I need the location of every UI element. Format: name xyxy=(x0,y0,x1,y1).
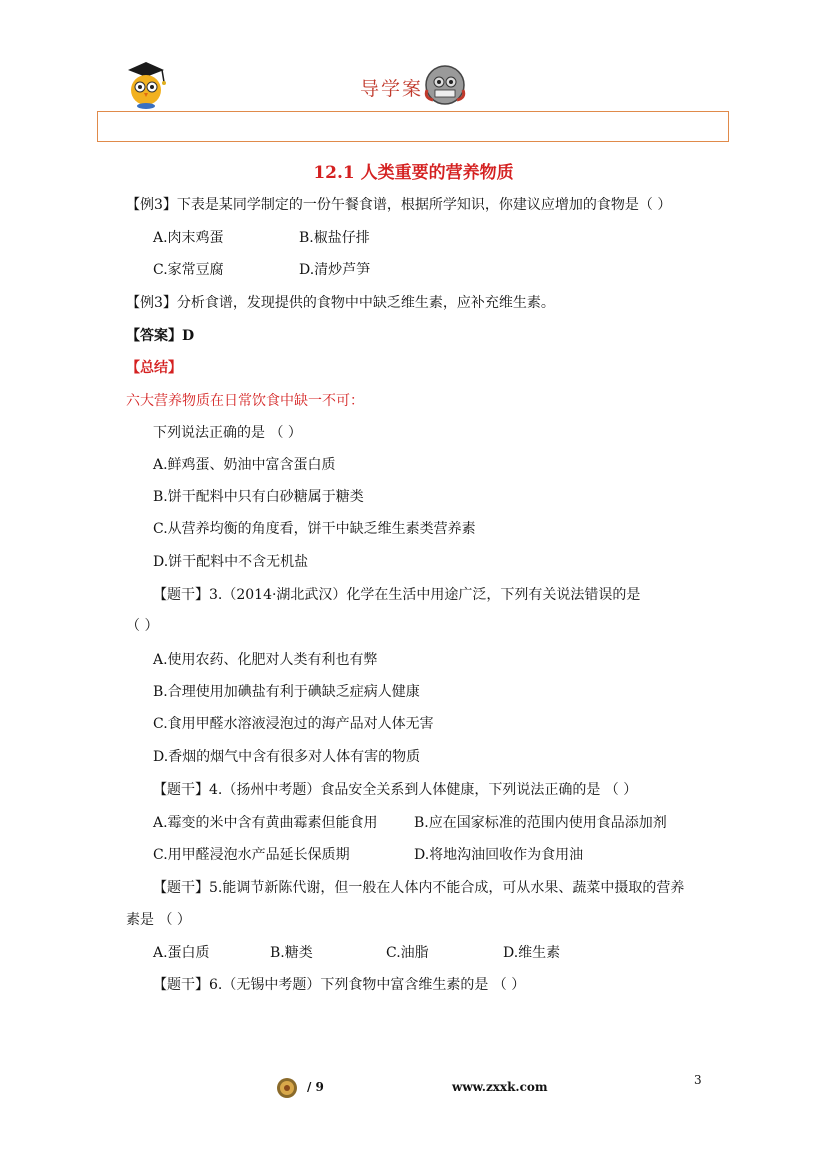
document-title: 12.1 人类重要的营养物质 xyxy=(313,163,514,183)
option-c: C.油脂 xyxy=(386,945,429,961)
question-stem: 下列说法正确的是 （ ） xyxy=(153,425,302,441)
option-d: D.饼干配料中不含无机盐 xyxy=(153,554,309,570)
coin-icon xyxy=(276,1077,298,1099)
option-b: B.饼干配料中只有白砂糖属于糖类 xyxy=(153,489,364,505)
option-d: D.将地沟油回收作为食用油 xyxy=(414,847,584,863)
example-analysis: 【例3】分析食谱，发现提供的食物中中缺乏维生素，应补充维生素。 xyxy=(126,295,555,311)
question-5-stem-cont: 素是 （ ） xyxy=(126,912,191,928)
option-a: A.肉末鸡蛋 xyxy=(153,230,224,246)
question-3-stem: 【题干】3.（2014·湖北武汉）化学在生活中用途广泛，下列有关说法错误的是 xyxy=(153,587,641,603)
owl-mascot-logo xyxy=(124,60,168,110)
option-a: A.蛋白质 xyxy=(153,945,210,961)
option-c: C.用甲醛浸泡水产品延长保质期 xyxy=(153,847,350,863)
option-b: B.应在国家标准的范围内使用食品添加剂 xyxy=(414,815,667,831)
question-3-bracket: （ ） xyxy=(126,618,159,634)
summary-heading: 【总结】 xyxy=(126,360,182,376)
summary-text: 六大营养物质在日常饮食中缺一不可： xyxy=(126,393,364,409)
option-a: A.使用农药、化肥对人类有利也有弊 xyxy=(153,652,378,668)
option-b: B.糖类 xyxy=(270,945,313,961)
option-a: A.鲜鸡蛋、奶油中富含蛋白质 xyxy=(153,457,336,473)
site-url[interactable]: www.zxxk.com xyxy=(452,1080,548,1094)
option-c: C.家常豆腐 xyxy=(153,262,224,278)
option-d: D.维生素 xyxy=(503,945,561,961)
answer-line: 【答案】D xyxy=(126,328,195,344)
option-d: D.香烟的烟气中含有很多对人体有害的物质 xyxy=(153,749,421,765)
reading-owl-seal-icon xyxy=(424,64,466,106)
option-d: D.清炒芦笋 xyxy=(299,262,371,278)
option-b: B.椒盐仔排 xyxy=(299,230,370,246)
option-c: C.食用甲醛水溶液浸泡过的海产品对人体无害 xyxy=(153,716,434,732)
question-4-stem: 【题干】4.（扬州中考题）食品安全关系到人体健康，下列说法正确的是 （ ） xyxy=(153,782,638,798)
page-total: / 9 xyxy=(307,1080,324,1094)
option-b: B.合理使用加碘盐有利于碘缺乏症病人健康 xyxy=(153,684,420,700)
header-frame xyxy=(97,111,729,142)
page-number: 3 xyxy=(694,1073,702,1087)
header-title: 导学案 xyxy=(360,78,424,100)
option-a: A.霉变的米中含有黄曲霉素但能食用 xyxy=(153,815,378,831)
question-6-stem: 【题干】6.（无锡中考题）下列食物中富含维生素的是 （ ） xyxy=(153,977,526,993)
question-5-stem: 【题干】5.能调节新陈代谢，但一般在人体内不能合成，可从水果、蔬菜中摄取的营养 xyxy=(153,880,685,896)
example-question: 【例3】下表是某同学制定的一份午餐食谱，根据所学知识，你建议应增加的食物是（ ） xyxy=(126,197,672,213)
option-c: C.从营养均衡的角度看，饼干中缺乏维生素类营养素 xyxy=(153,521,476,537)
